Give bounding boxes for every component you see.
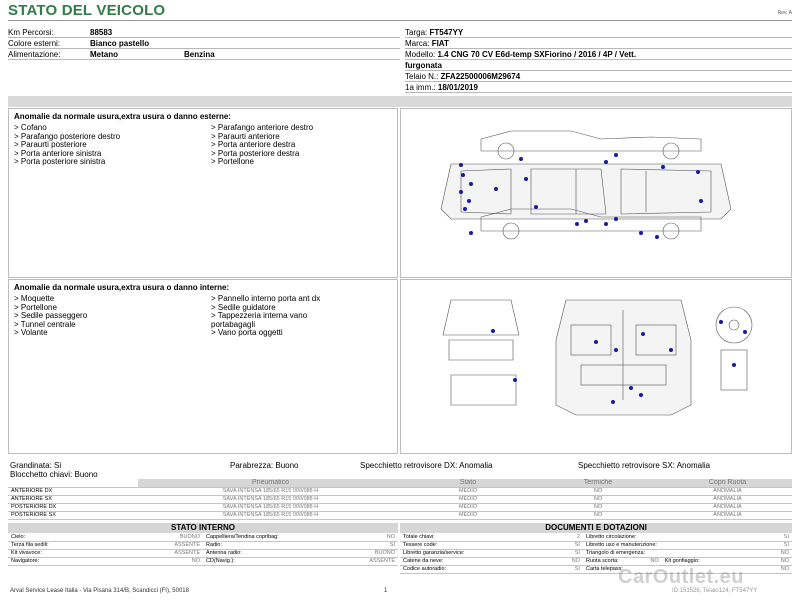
field-label: CD(Navig.): bbox=[203, 557, 313, 565]
car-side-top-view bbox=[481, 131, 701, 159]
field-value: NO bbox=[642, 557, 662, 565]
field-label: Totale chiavi: bbox=[400, 533, 498, 541]
table-row bbox=[8, 541, 398, 549]
tyre-position: POSTERIORE SX bbox=[8, 511, 138, 519]
km-value: 88583 bbox=[90, 28, 113, 37]
fuel-value-1: Metano bbox=[90, 50, 118, 59]
damage-item: > Volante bbox=[14, 328, 48, 337]
table-row bbox=[8, 503, 792, 511]
tyre-cover: ANOMALIA bbox=[663, 503, 792, 511]
tyre-winter: NO bbox=[533, 495, 663, 503]
external-damage-col1 bbox=[14, 124, 120, 167]
fuel-row bbox=[8, 49, 400, 60]
table-row bbox=[8, 511, 792, 519]
interior-state-title: STATO INTERNO bbox=[8, 523, 398, 533]
damage-item: > Moquette bbox=[14, 294, 55, 303]
fuel-value-2: Benzina bbox=[184, 50, 215, 59]
damage-item: portabagagli bbox=[211, 319, 256, 329]
damage-item: > Tappezzeria interna vano bbox=[211, 311, 308, 320]
model-label: Modello: bbox=[405, 50, 436, 59]
field-value: BUONO bbox=[108, 533, 203, 541]
chassis-value: ZFA22500006M29674 bbox=[440, 72, 521, 81]
mirror-sx-status: Specchietto retrovisore SX: Anomalia bbox=[578, 461, 711, 470]
field-label: Codice autoradio: bbox=[400, 565, 498, 573]
summary-section bbox=[8, 459, 792, 479]
brand-row bbox=[405, 38, 792, 49]
km-row bbox=[8, 27, 400, 38]
field-label: Antenna radio: bbox=[203, 549, 313, 557]
documents-title: DOCUMENTI E DOTAZIONI bbox=[400, 523, 792, 533]
field-value: NO bbox=[108, 557, 203, 565]
color-label: Colore esterni: bbox=[8, 39, 61, 48]
model-row bbox=[405, 49, 792, 60]
footer-company: Arval Service Lease Italia - Via Pisana 314/B, Scandicci (FI), 50018 bbox=[10, 588, 189, 594]
field-value: NO bbox=[711, 565, 792, 573]
registration-row bbox=[405, 82, 792, 93]
windshield-status: Parabrezza: Buono bbox=[230, 461, 299, 470]
table-row bbox=[8, 495, 792, 503]
field-value: BUONO bbox=[313, 549, 398, 557]
state-header: Stato bbox=[403, 479, 533, 487]
damage-item: > Paraurti anteriore bbox=[211, 131, 280, 141]
external-diagram-panel bbox=[400, 108, 792, 278]
interior-top-view bbox=[556, 300, 691, 415]
tyre-position: POSTERIORE DX bbox=[8, 503, 138, 511]
field-label: Tessere code: bbox=[400, 541, 498, 549]
field-value: SI bbox=[711, 533, 792, 541]
field-label: Cappelliera/Tendina copribag: bbox=[203, 533, 313, 541]
hail-status: Grandinata: Si bbox=[10, 461, 62, 470]
field-label: Catene da neve: bbox=[400, 557, 498, 565]
tyre-winter: NO bbox=[533, 511, 663, 519]
tyre-winter: NO bbox=[533, 503, 663, 511]
car-top-view bbox=[441, 164, 731, 219]
table-row bbox=[400, 549, 792, 557]
fuel-label: Alimentazione: bbox=[8, 50, 61, 59]
field-value: SI bbox=[498, 549, 583, 557]
field-label: Triangolo di emergenza: bbox=[583, 549, 711, 557]
section-band bbox=[8, 96, 792, 107]
external-damage-title: Anomalie da normale usura,extra usura o danno esterne: bbox=[14, 112, 231, 121]
interior-state-table bbox=[8, 533, 398, 566]
field-value: ASSENTE bbox=[108, 549, 203, 557]
color-row bbox=[8, 38, 400, 49]
damage-item: > Porta anteriore destra bbox=[211, 140, 296, 149]
revision-label: Rev. A bbox=[777, 10, 792, 16]
damage-item: > Porta posteriore sinistra bbox=[14, 157, 106, 166]
damage-item: > Cofano bbox=[14, 123, 47, 132]
watermark: CarOutlet.eu bbox=[618, 566, 745, 588]
damage-item: > Sedile guidatore bbox=[211, 302, 276, 312]
tyre-header: Pneumatico bbox=[138, 479, 403, 487]
tyre-cover: ANOMALIA bbox=[663, 495, 792, 503]
footer-page-number: 1 bbox=[384, 588, 388, 594]
chassis-row bbox=[405, 71, 792, 82]
car-exterior-diagram bbox=[401, 109, 793, 279]
tyre-model: SAVA INTENSA 185/65 R15 000/088 H bbox=[138, 495, 403, 503]
field-value: SI bbox=[498, 541, 583, 549]
table-row bbox=[8, 533, 398, 541]
tyre-model: SAVA INTENSA 185/65 R15 000/088 H bbox=[138, 487, 403, 495]
door-panels bbox=[443, 300, 519, 405]
plate-row bbox=[405, 27, 792, 38]
field-value: NO bbox=[711, 549, 792, 557]
internal-diagram-panel bbox=[400, 279, 792, 454]
tyre-cover: ANOMALIA bbox=[663, 487, 792, 495]
tyre-position: ANTERIORE DX bbox=[8, 487, 138, 495]
tyre-table bbox=[8, 479, 792, 520]
brand-label: Marca: bbox=[405, 39, 430, 48]
footer-doc-id: ID:151526, Telaio124, FT547YY bbox=[672, 588, 758, 594]
field-label: Ruota scorta: bbox=[583, 557, 642, 565]
cover-header: Copri Ruota bbox=[663, 479, 792, 487]
plate-label: Targa: bbox=[405, 28, 428, 37]
field-value: SI bbox=[711, 541, 792, 549]
tyre-model: SAVA INTENSA 185/65 R15 000/088 H bbox=[138, 511, 403, 519]
table-row bbox=[8, 487, 792, 495]
field-label: Navigatore: bbox=[8, 557, 108, 565]
tyre-model: SAVA INTENSA 185/65 R15 000/088 H bbox=[138, 503, 403, 511]
external-damage-panel bbox=[8, 108, 398, 278]
car-interior-diagram bbox=[401, 280, 793, 455]
damage-item: > Sedile passeggero bbox=[14, 311, 88, 320]
field-value: NO bbox=[711, 557, 792, 565]
table-row bbox=[8, 557, 398, 565]
field-label: Carta telepass: bbox=[583, 565, 711, 573]
tyre-cover: ANOMALIA bbox=[663, 511, 792, 519]
color-value: Bianco pastello bbox=[90, 39, 150, 48]
tyre-position: ANTERIORE SX bbox=[8, 495, 138, 503]
damage-item: > Parafango anteriore destro bbox=[211, 123, 314, 132]
tyre-state: MEDIO bbox=[403, 503, 533, 511]
interior-state-section bbox=[8, 523, 398, 566]
field-label: Radio: bbox=[203, 541, 313, 549]
chassis-label: Telaio N.: bbox=[405, 72, 439, 81]
model-row-2 bbox=[405, 60, 792, 71]
field-value: ASSENTE bbox=[313, 557, 398, 565]
field-label: Terza fila sedili: bbox=[8, 541, 108, 549]
internal-damage-title: Anomalie da normale usura,extra usura o danno interne: bbox=[14, 283, 230, 292]
field-label: Libretto garanzia/service: bbox=[400, 549, 498, 557]
field-value: NO bbox=[498, 557, 583, 565]
damage-item: > Vano porta oggetti bbox=[211, 328, 283, 337]
steering-wheel bbox=[716, 307, 752, 390]
page-title: STATO DEL VEICOLO bbox=[8, 2, 166, 19]
field-value: ASSENTE bbox=[108, 541, 203, 549]
field-label: Kit gonfiaggio: bbox=[662, 557, 712, 565]
external-damage-col2 bbox=[211, 124, 313, 167]
internal-damage-col1 bbox=[14, 295, 87, 338]
registration-label: 1a imm.: bbox=[405, 83, 436, 92]
plate-value: FT547YY bbox=[429, 28, 464, 37]
tyre-state: MEDIO bbox=[403, 495, 533, 503]
field-label: Kit vivavoce: bbox=[8, 549, 108, 557]
field-label: Libretto uso e manutenzione: bbox=[583, 541, 711, 549]
field-label: Cielo: bbox=[8, 533, 108, 541]
field-label: Libretto circolazione: bbox=[583, 533, 711, 541]
model-value: 1.4 CNG 70 CV E6d-temp SXFiorino / 2016 / 4P / Vett. bbox=[437, 50, 637, 59]
field-value: SI bbox=[498, 565, 583, 573]
field-value: SI bbox=[313, 541, 398, 549]
title-divider bbox=[8, 20, 792, 21]
km-label: Km Percorsi: bbox=[8, 28, 54, 37]
damage-item: > Paraurti posteriore bbox=[14, 140, 87, 149]
table-row bbox=[400, 557, 792, 565]
key-block-status: Blocchetto chiavi: Buono bbox=[10, 470, 98, 479]
internal-damage-col2 bbox=[211, 295, 320, 338]
internal-damage-panel bbox=[8, 279, 398, 454]
field-value: NO bbox=[313, 533, 398, 541]
damage-item: > Portellone bbox=[14, 302, 57, 312]
damage-item: > Portellone bbox=[211, 157, 254, 166]
table-row bbox=[400, 541, 792, 549]
tyre-table-header bbox=[8, 479, 792, 487]
tyre-state: MEDIO bbox=[403, 511, 533, 519]
damage-item: > Tunnel centrale bbox=[14, 319, 76, 329]
field-value: 2 bbox=[498, 533, 583, 541]
model-value-2: furgonata bbox=[405, 61, 442, 70]
tyre-winter: NO bbox=[533, 487, 663, 495]
damage-item: > Pannello interno porta ant dx bbox=[211, 294, 321, 303]
damage-item: > Parafango posteriore destro bbox=[14, 131, 121, 141]
damage-item: > Porta anteriore sinistra bbox=[14, 148, 102, 158]
damage-item: > Porta posteriore destra bbox=[211, 148, 300, 158]
table-row bbox=[8, 549, 398, 557]
mirror-dx-status: Specchietto retrovisore DX: Anomalia bbox=[360, 461, 493, 470]
brand-value: FIAT bbox=[431, 39, 449, 48]
registration-value: 18/01/2019 bbox=[437, 83, 478, 92]
winter-header: Termiche bbox=[533, 479, 663, 487]
table-row bbox=[400, 533, 792, 541]
tyre-state: MEDIO bbox=[403, 487, 533, 495]
